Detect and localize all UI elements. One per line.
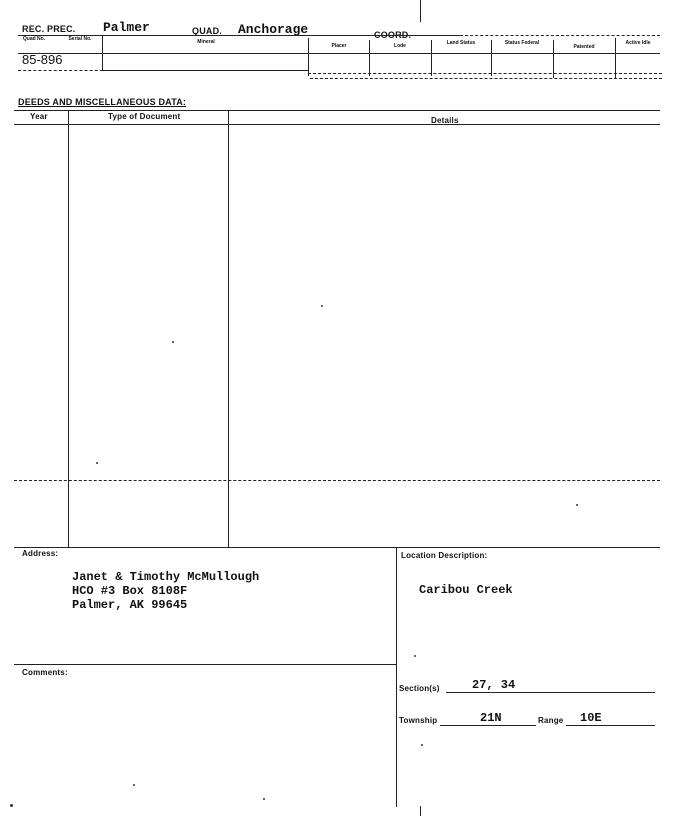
- divider-placer: [369, 40, 370, 76]
- speck: [10, 804, 13, 807]
- address-label: Address:: [22, 549, 59, 558]
- col-placer: Placer: [331, 43, 347, 49]
- location-label: Location Description:: [401, 551, 488, 560]
- township-value: 21N: [480, 711, 502, 725]
- deeds-divider-year: [68, 110, 69, 547]
- speck: [172, 341, 174, 343]
- top-tick: [420, 0, 421, 22]
- location-value: Caribou Creek: [419, 583, 513, 597]
- record-dash-1: [18, 70, 108, 71]
- quad-serial-value: 85-896: [22, 52, 63, 67]
- range-label: Range: [538, 716, 564, 725]
- address-line-3: Palmer, AK 99645: [72, 598, 188, 612]
- record-dash-3: [310, 78, 662, 79]
- speck: [96, 462, 98, 464]
- speck: [133, 784, 135, 786]
- divider-serial: [102, 35, 103, 71]
- col-land-status: Land Status: [446, 40, 476, 46]
- col-details: Details: [431, 116, 459, 125]
- col-mineral: Mineral: [197, 39, 215, 45]
- col-header-line: [18, 53, 660, 54]
- col-serial-no: Serial No.: [68, 36, 92, 42]
- divider-lode: [431, 40, 432, 76]
- bottom-tick: [420, 806, 421, 816]
- section-value: 27, 34: [472, 678, 516, 692]
- deeds-top-line: [14, 110, 660, 111]
- address-line-2: HCO #3 Box 8108F: [72, 584, 188, 598]
- address-line-1: Janet & Timothy McMullough: [72, 570, 260, 584]
- deeds-divider-type: [228, 110, 229, 547]
- speck: [576, 504, 578, 506]
- rec-prec-value: Palmer: [103, 20, 150, 35]
- record-line-1: [102, 70, 308, 71]
- speck: [421, 744, 423, 746]
- section-underline: [446, 692, 655, 693]
- header-dashed: [460, 35, 660, 36]
- range-value: 10E: [580, 711, 602, 725]
- coord-label: COORD.: [374, 30, 412, 40]
- address-bottom-line: [14, 664, 396, 665]
- deeds-dashed-line: [14, 480, 660, 481]
- comments-label: Comments:: [22, 668, 68, 677]
- col-active-idle: Active Idle: [625, 40, 651, 46]
- quad-value: Anchorage: [238, 22, 309, 37]
- address-block: [72, 570, 259, 612]
- section-label: Section(s): [399, 684, 440, 693]
- location-divider: [396, 547, 397, 807]
- speck: [321, 305, 323, 307]
- township-label: Township: [399, 716, 438, 725]
- col-quad-no: Quad No.: [22, 36, 46, 42]
- rec-prec-label: REC. PREC.: [22, 24, 76, 34]
- col-patented: Patented: [573, 44, 595, 50]
- col-year: Year: [30, 112, 48, 121]
- township-underline: [440, 725, 536, 726]
- divider-land: [491, 40, 492, 76]
- speck: [263, 798, 265, 800]
- col-type-of-document: Type of Document: [108, 112, 181, 121]
- deeds-bottom-line: [14, 547, 660, 548]
- divider-patented: [615, 38, 616, 78]
- col-lode: Lode: [394, 43, 406, 49]
- record-dash-2: [308, 73, 662, 74]
- quad-label: QUAD.: [192, 26, 222, 36]
- speck: [414, 655, 416, 657]
- divider-mineral: [308, 38, 309, 76]
- range-underline: [566, 725, 655, 726]
- deeds-header-line: [14, 124, 660, 125]
- col-status-federal: Status Federal: [504, 40, 540, 46]
- deeds-title: DEEDS AND MISCELLANEOUS DATA:: [18, 97, 187, 107]
